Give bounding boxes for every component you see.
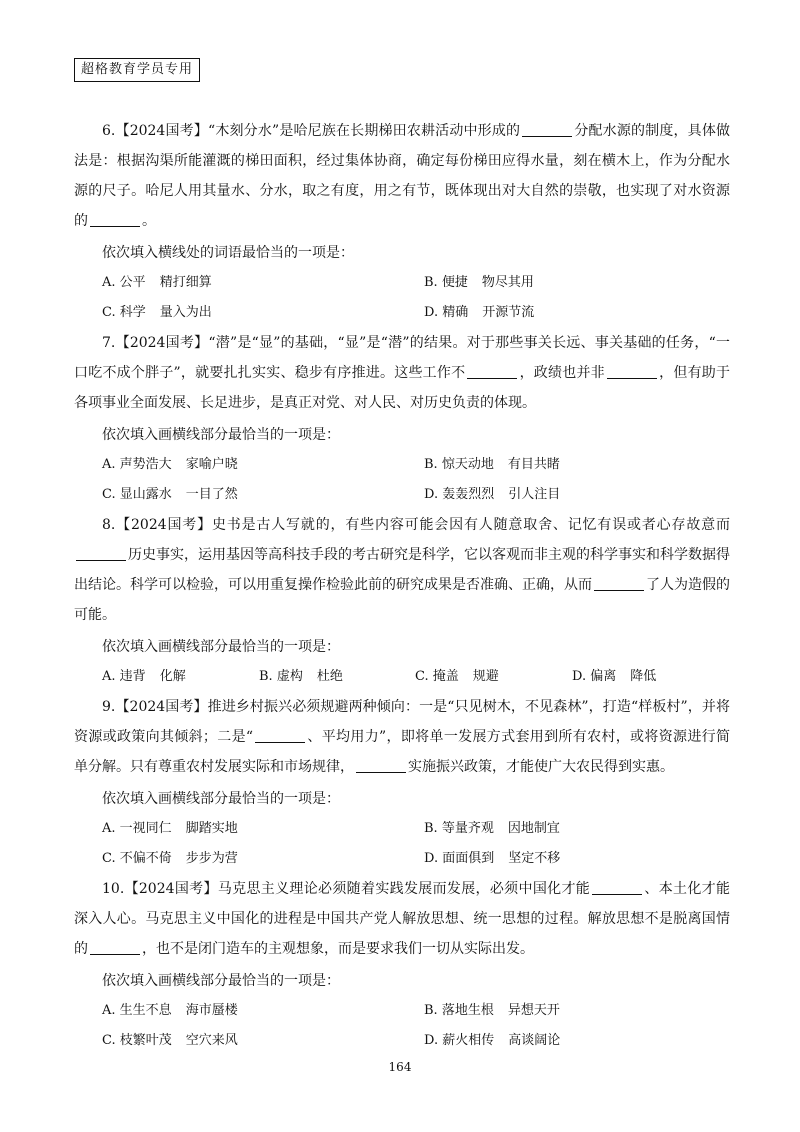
stem-text: “潜”是“显”的基础，“显”是“潜”的结果。对于那些事关长远、事关基础的任务，“一口吃不成个胖子”，就要扎扎实实、稳步有序推进。这些工作不 (74, 335, 730, 381)
option-key: C. (415, 669, 429, 684)
option-c[interactable] (102, 844, 424, 874)
option-word-2: 高谈阔论 (508, 1033, 561, 1048)
option-word-1: 薪火相传 (442, 1033, 495, 1048)
stem-text: 。 (142, 213, 156, 229)
option-b[interactable] (424, 814, 758, 844)
option-word-2: 引人注目 (508, 487, 561, 502)
question-stem (74, 116, 730, 236)
stem-text: 历史事实，运用基因等高科技手段的考古研究是科学，它以客观而非主观的科学事实和科学数据得出结论。科学可以检验，可以用重复操作检验此前的研究成果是否准确、正确，从而 (74, 547, 730, 593)
stem-text: 推进乡村振兴必须规避两种倾向：一是“只见树木，不见森林”，打造“样板村”，并将资源或政策向其倾斜；二是“ (74, 699, 730, 745)
stem-text: ，政绩也并非 (519, 365, 605, 381)
question-prompt: 依次填入画横线部分最恰当的一项是： (102, 791, 340, 807)
question-prompt: 依次填入画横线部分最恰当的一项是： (102, 639, 340, 655)
option-key: B. (424, 1003, 438, 1018)
option-c[interactable] (102, 298, 424, 328)
option-d[interactable] (424, 1026, 758, 1056)
option-a[interactable] (102, 814, 424, 844)
option-a[interactable] (102, 662, 259, 692)
option-word-2: 因地制宜 (507, 821, 560, 836)
stem-text: 马克思主义理论必须随着实践发展而发展，必须中国化才能 (217, 881, 591, 897)
option-word-1: 科学 (119, 305, 146, 320)
option-word-2: 坚定不移 (508, 851, 561, 866)
stem-text: 、平均用力”，即将单一发展方式套用到所有农村，或将资源进行简单分解。只有尊重农村发展实际和市场规律， (74, 729, 730, 775)
options (74, 450, 730, 510)
question-stem (74, 510, 730, 630)
question-9 (74, 692, 730, 874)
stem-text: 实施振兴政策，才能使广大农民得到实惠。 (408, 759, 674, 775)
stem-text: 、本土化才能深入人心。马克思主义中国化的进程是中国共产党人解放思想、统一思想的过程。解放思想不是脱离国情的 (74, 881, 731, 957)
option-word-1: 一视同仁 (119, 821, 172, 836)
question-list (74, 116, 730, 1056)
option-word-1: 虚构 (276, 669, 303, 684)
option-word-1: 显山露水 (119, 487, 172, 502)
option-a[interactable] (102, 268, 424, 298)
stem-text: 分配水源的制度，具体做法是：根据沟渠所能灌溉的梯田面积，经过集体协商，确定每份梯田应得水量，刻在横木上，作为分配水源的尺子。哈尼人用其量水、分水，取之有度，用之有节，既体现出对大自然的崇敬，也实现了对水资源的 (74, 123, 730, 229)
option-c[interactable] (415, 662, 572, 692)
question-prompt: 依次填入画横线部分最恰当的一项是： (102, 427, 340, 443)
option-word-1: 便捷 (441, 275, 468, 290)
option-c[interactable] (102, 1026, 424, 1056)
option-key: A. (102, 275, 116, 290)
option-d[interactable] (424, 844, 758, 874)
option-word-1: 面面俱到 (442, 851, 495, 866)
blank (255, 728, 305, 743)
option-word-2: 脚踏实地 (185, 821, 238, 836)
question-7 (74, 328, 730, 510)
blank (356, 758, 406, 773)
option-word-2: 量入为出 (159, 305, 212, 320)
option-key: D. (424, 305, 439, 320)
option-key: D. (572, 669, 587, 684)
option-word-2: 家喻户晓 (185, 457, 238, 472)
option-d[interactable] (572, 662, 730, 692)
question-stem (74, 692, 730, 782)
option-word-1: 不偏不倚 (119, 851, 172, 866)
blank (467, 364, 517, 379)
option-key: C. (102, 851, 116, 866)
option-word-1: 偏离 (590, 669, 617, 684)
stem-text: 了人为造假的可能。 (74, 577, 730, 623)
option-word-2: 规避 (472, 669, 499, 684)
option-word-2: 精打细算 (159, 275, 212, 290)
option-word-1: 落地生根 (441, 1003, 494, 1018)
stem-text: 史书是古人写就的，有些内容可能会因有人随意取舍、记忆有误或者心存故意而 (211, 517, 730, 533)
option-word-2: 异想天开 (507, 1003, 560, 1018)
option-word-1: 精确 (442, 305, 469, 320)
blank (522, 122, 572, 137)
option-word-1: 生生不息 (119, 1003, 172, 1018)
option-word-1: 枝繁叶茂 (119, 1033, 172, 1048)
option-key: C. (102, 487, 116, 502)
question-6 (74, 116, 730, 328)
blank (607, 364, 657, 379)
option-a[interactable] (102, 996, 424, 1026)
options (74, 996, 730, 1056)
option-d[interactable] (424, 480, 758, 510)
option-key: A. (102, 457, 116, 472)
option-word-1: 公平 (119, 275, 146, 290)
option-word-2: 有目共睹 (507, 457, 560, 472)
option-word-2: 杜绝 (316, 669, 343, 684)
option-key: A. (102, 1003, 116, 1018)
option-key: B. (424, 457, 438, 472)
blank (594, 576, 644, 591)
option-word-2: 空穴来风 (185, 1033, 238, 1048)
header-label: 超格教育学员专用 (74, 58, 200, 82)
question-8 (74, 510, 730, 692)
option-word-1: 惊天动地 (441, 457, 494, 472)
page-number: 164 (388, 1060, 412, 1074)
question-prompt: 依次填入画横线部分最恰当的一项是： (102, 973, 340, 989)
options (74, 662, 730, 692)
blank (592, 880, 642, 895)
option-key: A. (102, 669, 116, 684)
question-prompt: 依次填入横线处的词语最恰当的一项是： (102, 245, 354, 261)
option-key: B. (424, 821, 438, 836)
question-10 (74, 874, 730, 1056)
stem-text: ，但有助于各项事业全面发展、长足进步，是真正对党、对人民、对历史负责的体现。 (74, 365, 731, 411)
option-word-1: 等量齐观 (441, 821, 494, 836)
option-word-1: 声势浩大 (119, 457, 172, 472)
option-word-2: 开源节流 (482, 305, 535, 320)
stem-text: “木刻分水”是哈尼族在长期梯田农耕活动中形成的 (208, 123, 521, 139)
blank (76, 546, 126, 561)
option-key: C. (102, 1033, 116, 1048)
option-key: D. (424, 1033, 439, 1048)
question-stem (74, 874, 730, 964)
option-word-2: 海市蜃楼 (185, 1003, 238, 1018)
option-a[interactable] (102, 450, 424, 480)
question-number: 6.【2024国考】 (102, 123, 208, 139)
option-word-1: 掩盖 (432, 669, 459, 684)
option-key: B. (259, 669, 273, 684)
blank (90, 212, 140, 227)
option-word-2: 降低 (630, 669, 657, 684)
stem-text: ，也不是闭门造车的主观想象，而是要求我们一切从实际出发。 (142, 941, 534, 957)
option-b[interactable] (424, 268, 758, 298)
question-stem (74, 328, 730, 418)
option-b[interactable] (424, 996, 758, 1026)
option-word-2: 一目了然 (185, 487, 238, 502)
option-key: B. (424, 275, 438, 290)
options (74, 814, 730, 874)
question-number: 9.【2024国考】 (102, 699, 208, 715)
option-key: A. (102, 821, 116, 836)
option-word-1: 违背 (119, 669, 146, 684)
question-number: 8.【2024国考】 (102, 517, 212, 533)
blank (90, 940, 140, 955)
option-c[interactable] (102, 480, 424, 510)
option-key: D. (424, 487, 439, 502)
option-d[interactable] (424, 298, 758, 328)
option-key: D. (424, 851, 439, 866)
question-number: 7.【2024国考】 (102, 335, 209, 351)
options (74, 268, 730, 328)
option-word-2: 物尽其用 (481, 275, 534, 290)
option-key: C. (102, 305, 116, 320)
question-number: 10.【2024国考】 (102, 881, 218, 897)
option-word-2: 化解 (159, 669, 186, 684)
option-b[interactable] (259, 662, 415, 692)
option-b[interactable] (424, 450, 758, 480)
option-word-2: 步步为营 (185, 851, 238, 866)
option-word-1: 轰轰烈烈 (442, 487, 495, 502)
